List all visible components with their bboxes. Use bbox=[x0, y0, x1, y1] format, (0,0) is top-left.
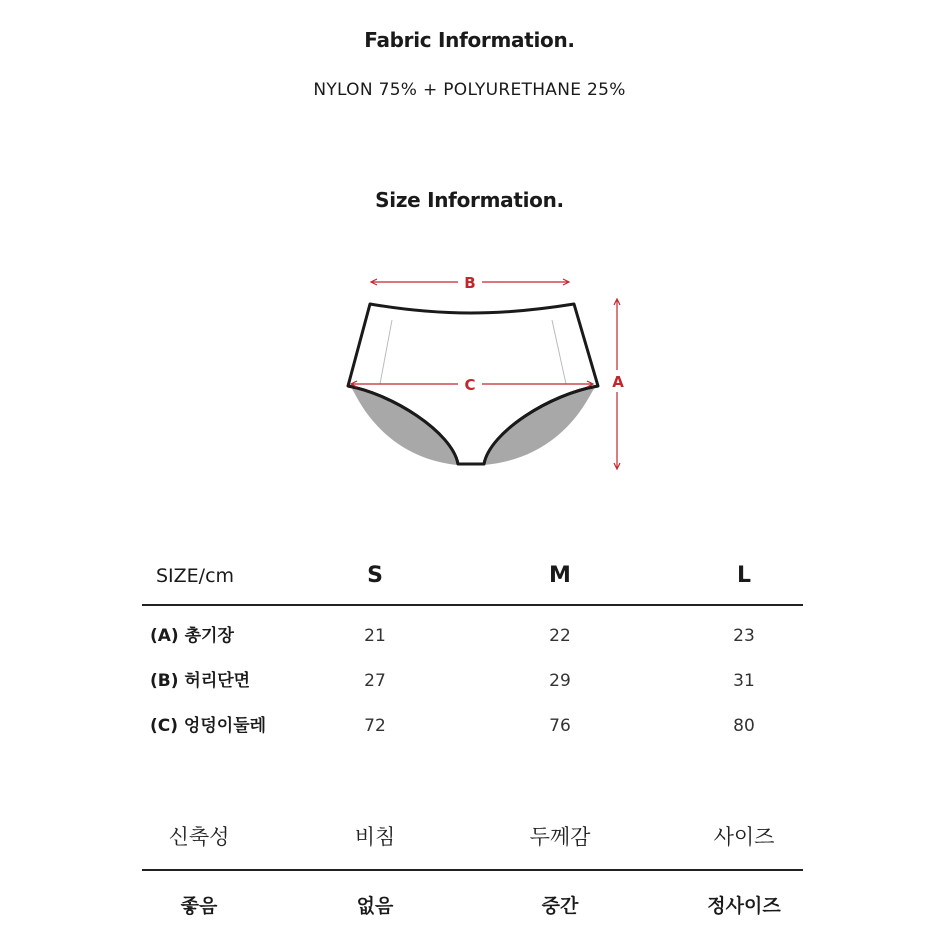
attr-value-stretch: 좋음 bbox=[180, 895, 218, 917]
value-cell: 27 bbox=[364, 671, 386, 691]
attr-value-sheerness: 없음 bbox=[356, 895, 394, 917]
measure-a-label: A bbox=[612, 373, 624, 391]
value-cell: 23 bbox=[733, 626, 755, 646]
size-table-header bbox=[142, 561, 803, 591]
value-cell: 31 bbox=[733, 671, 755, 691]
size-col-l: L bbox=[736, 563, 752, 588]
value-cell: 80 bbox=[733, 716, 755, 736]
value-cell: 72 bbox=[364, 716, 386, 736]
attributes-header bbox=[142, 822, 803, 852]
size-title: Size Information. bbox=[375, 188, 564, 212]
garment-size-diagram bbox=[330, 262, 640, 474]
value-cell: 22 bbox=[549, 626, 571, 646]
measure-b-label: B bbox=[464, 274, 476, 292]
row-label: (B) 허리단면 bbox=[150, 671, 251, 691]
attr-header-fit: 사이즈 bbox=[713, 825, 775, 849]
fabric-composition: NYLON 75% + POLYURETHANE 25% bbox=[313, 80, 626, 100]
attributes-divider bbox=[142, 869, 803, 871]
value-cell: 76 bbox=[549, 716, 571, 736]
measure-c-label: C bbox=[464, 376, 476, 394]
size-col-m: M bbox=[549, 563, 571, 588]
attr-header-thickness: 두께감 bbox=[529, 825, 591, 849]
size-table-header-label: SIZE/cm bbox=[156, 565, 235, 587]
attr-value-thickness: 중간 bbox=[541, 895, 579, 917]
table-row bbox=[142, 711, 803, 741]
value-cell: 21 bbox=[364, 626, 386, 646]
value-cell: 29 bbox=[549, 671, 571, 691]
size-table-divider bbox=[142, 604, 803, 606]
table-row bbox=[142, 621, 803, 651]
attributes-values bbox=[142, 891, 803, 921]
attr-header-sheerness: 비침 bbox=[354, 825, 396, 849]
attr-value-fit: 정사이즈 bbox=[707, 895, 781, 917]
row-label: (A) 총기장 bbox=[150, 626, 234, 646]
fabric-title: Fabric Information. bbox=[364, 28, 575, 52]
size-col-s: S bbox=[367, 563, 383, 588]
table-row bbox=[142, 666, 803, 696]
row-label: (C) 엉덩이둘레 bbox=[150, 716, 267, 736]
attr-header-stretch: 신축성 bbox=[168, 825, 230, 849]
